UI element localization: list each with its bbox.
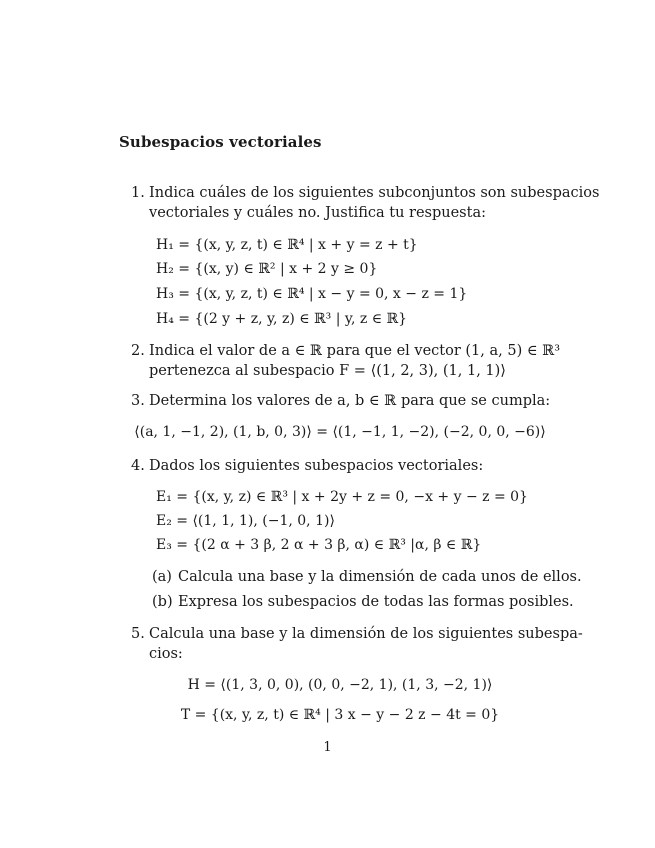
formula: E₁ = {(x, y, z) ∈ ℝ³ | x + 2y + z = 0, −x + y − z = 0} [156,489,528,505]
section-title: Subespacios vectoriales [119,133,322,151]
problem-text-line: vectoriales y cuáles no. Justifica tu respuesta: [149,205,486,221]
subitem-label: (a) [152,569,172,585]
problem-text-line: Calcula una base y la dimensión de los siguientes subespa- [149,626,583,642]
problem-text-line: Dados los siguientes subespacios vectoriales: [149,458,484,474]
problem-number: 2. [131,343,145,359]
formula: ⟨(a, 1, −1, 2), (1, b, 0, 3)⟩ = ⟨(1, −1, 1, −2), (−2, 0, 0, −6)⟩ [134,424,546,440]
problem-text-line: Indica el valor de a ∈ ℝ para que el vector (1, a, 5) ∈ ℝ³ [149,343,561,359]
formula: H₃ = {(x, y, z, t) ∈ ℝ⁴ | x − y = 0, x − z = 1} [156,286,468,302]
formula: H₁ = {(x, y, z, t) ∈ ℝ⁴ | x + y = z + t} [156,237,418,253]
formula: H₂ = {(x, y) ∈ ℝ² | x + 2 y ≥ 0} [156,261,378,277]
problem-number: 3. [131,393,145,409]
problem-number: 1. [131,185,145,201]
problem-text-line: pertenezca al subespacio F = ⟨(1, 2, 3), (1, 1, 1)⟩ [149,363,506,379]
formula: E₂ = ⟨(1, 1, 1), (−1, 0, 1)⟩ [156,513,335,529]
problem-text-line: Determina los valores de a, b ∈ ℝ para que se cumpla: [149,393,551,409]
formula: H₄ = {(2 y + z, y, z) ∈ ℝ³ | y, z ∈ ℝ} [156,311,408,327]
page-number: 1 [323,740,332,755]
subitem-label: (b) [152,594,173,610]
problem-number: 4. [131,458,145,474]
formula: E₃ = {(2 α + 3 β, 2 α + 3 β, α) ∈ ℝ³ |α, β ∈ ℝ} [156,537,482,553]
problem-number: 5. [131,626,145,642]
problem-text-line: cios: [149,646,183,662]
subitem-text: Calcula una base y la dimensión de cada unos de ellos. [178,569,582,585]
formula: T = {(x, y, z, t) ∈ ℝ⁴ | 3 x − y − 2 z − 4t = 0} [180,707,500,723]
subitem-text: Expresa los subespacios de todas las formas posibles. [178,594,574,610]
problem-text-line: Indica cuáles de los siguientes subconjuntos son subespacios [149,185,600,201]
formula: H = ⟨(1, 3, 0, 0), (0, 0, −2, 1), (1, 3, −2, 1)⟩ [187,677,493,693]
